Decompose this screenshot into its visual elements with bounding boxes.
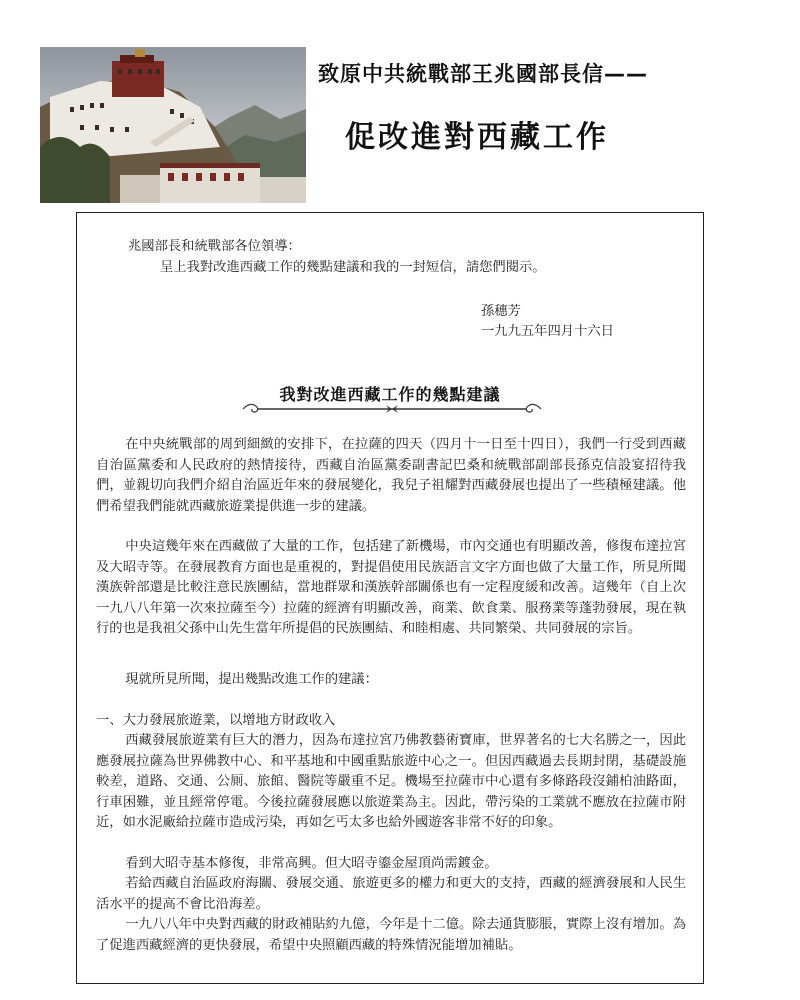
ornament-divider-icon xyxy=(237,401,547,417)
paragraph-2: 中央這幾年來在西藏做了大量的工作，包括建了新機場，市內交通也有明顯改善，修復布達拉宮及大昭寺等。在發展教育方面也是重視的，對提倡使用民族語言文字方面也做了大量工作，所見所聞漢族幹部還是比較注意民族團結，當地群眾和漢族幹部關係也有一定程度緩和改善。這幾年（自上次一九八八年第一次來拉薩至今）拉薩的經濟有明顯改善，商業、飲食業、服務業等蓬勃發展，現在執行的也是我祖父孫中山先生當年所提倡的民族團結、和睦相處、共同繁榮、共同發展的宗旨。 xyxy=(96,539,686,636)
proposal-title: 我對改進西藏工作的幾點建議 xyxy=(279,385,501,404)
potala-palace-photo xyxy=(40,47,306,203)
preface: 呈上我對改進西藏工作的幾點建議和我的一封短信，請您們閱示。 xyxy=(160,260,546,275)
section-1-paragraph-2: 看到大昭寺基本修復，非常高興。但大昭寺鎏金屋頂尚需鍍金。 xyxy=(125,856,498,871)
section-1-paragraph-4: 一九八八年中央對西藏的財政補貼約九億，今年是十二億。除去通貨膨脹，實際上沒有增加。為了促進西藏經濟的更快發展，希望中央照顧西藏的特殊情況能增加補貼。 xyxy=(96,917,686,953)
signature-name: 孫穗芳 xyxy=(481,304,521,319)
section-1-paragraph-1: 西藏發展旅遊業有巨大的潛力，因為布達拉宮乃佛教藝術寶庫，世界著名的七大名勝之一，因此應發展拉薩為世界佛教中心、和平基地和中國重點旅遊中心之一。但因西藏過去長期封閉，基礎設施較差，道路、交通、公厠、旅館、醫院等嚴重不足。機場至拉薩市中心還有多條路段沒鋪柏油路面，行車困難，並且經常停電。今後拉薩發展應以旅遊業為主。因此，帶污染的工業就不應放在拉薩市附近，如水泥廠給拉薩市造成污染，再如乞丐太多也給外國遊客非常不好的印象。 xyxy=(96,733,686,830)
paragraph-3: 現就所見所聞，提出幾點改進工作的建議： xyxy=(125,672,378,687)
letter-title: 致原中共統戰部王兆國部長信—— xyxy=(318,62,648,86)
section-1-paragraph-3: 若給西藏自治區政府海關、發展交通、旅遊更多的權力和更大的支持，西藏的經濟發展和人民生活水平的提高不會比沿海差。 xyxy=(96,876,686,912)
paragraph-1: 在中央統戰部的周到細緻的安排下，在拉薩的四天（四月十一日至十四日），我們一行受到西藏自治區黨委和人民政府的熱情接待，西藏自治區黨委副書記巴桑和統戰部副部長孫克信設宴招待我們，並親切向我們介紹自治區近年來的發展變化，我兒子祖耀對西藏發展也提出了一些積極建議。他們希望我們能就西藏旅遊業提供進一步的建議。 xyxy=(96,437,686,514)
section-1-heading: 一、大力發展旅遊業，以增地方財政收入 xyxy=(96,713,336,728)
letter-headline: 促改進對西藏工作 xyxy=(345,120,609,155)
signature-date: 一九九五年四月十六日 xyxy=(481,324,614,339)
letter-box xyxy=(76,212,704,984)
salutation: 兆國部長和統戰部各位領導： xyxy=(128,239,301,254)
